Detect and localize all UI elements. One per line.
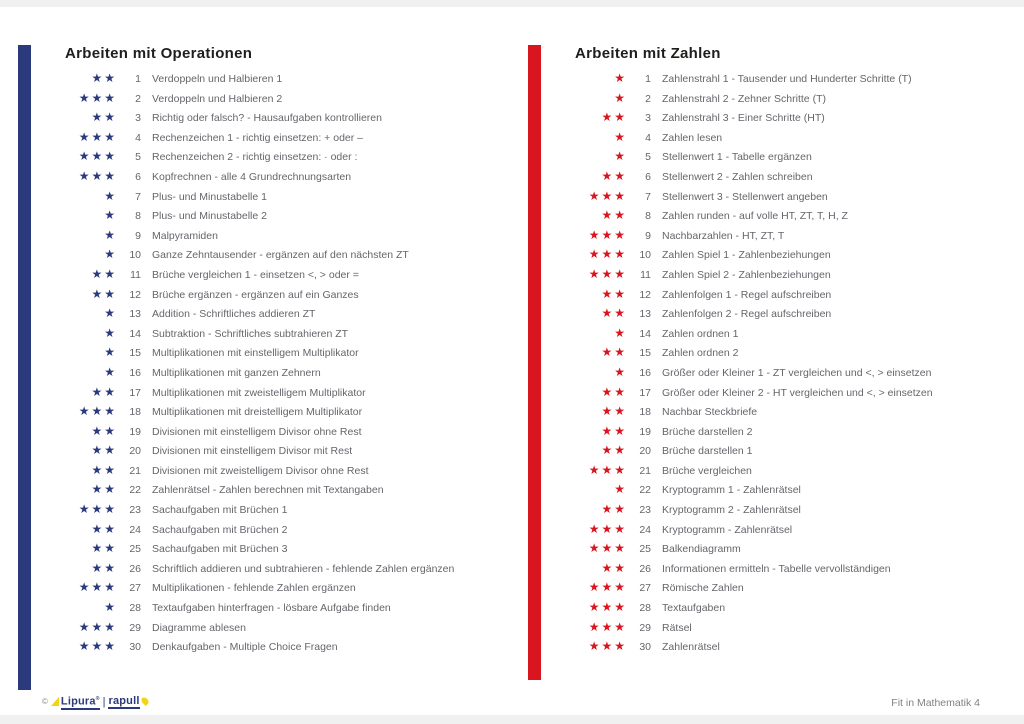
item-label: Divisionen mit zweistelligem Divisor ohne Rest [152, 464, 369, 477]
list-item [65, 190, 454, 210]
difficulty-stars: ★★ [601, 345, 627, 360]
list-item [65, 307, 454, 327]
item-label: Zahlenrätsel [662, 641, 720, 654]
difficulty-stars: ★★ [601, 560, 627, 575]
difficulty-stars: ★★★ [78, 639, 117, 654]
item-number: 28 [129, 602, 141, 615]
difficulty-stars: ★★★ [78, 619, 117, 634]
flame-logo-icon [140, 696, 150, 706]
item-label: Kryptogramm - Zahlenrätsel [662, 523, 793, 536]
list-item [65, 327, 454, 347]
difficulty-stars: ★★★ [78, 502, 117, 517]
difficulty-stars: ★★★ [588, 541, 627, 556]
difficulty-stars: ★★ [601, 110, 627, 125]
item-number: 7 [645, 190, 651, 203]
difficulty-stars: ★★ [601, 423, 627, 438]
difficulty-stars: ★ [614, 129, 627, 144]
list-item [575, 425, 933, 445]
difficulty-stars: ★ [614, 149, 627, 164]
list-item [575, 366, 933, 386]
list-item [575, 229, 933, 249]
worksheet-list-zahlen [575, 72, 933, 660]
item-number: 20 [129, 445, 141, 458]
triangle-logo-icon [51, 697, 59, 706]
list-item [575, 268, 933, 288]
item-label: Multiplikationen mit dreistelligem Multiplikator [152, 406, 363, 419]
difficulty-stars: ★★★ [588, 639, 627, 654]
item-number: 26 [639, 562, 651, 575]
item-number: 9 [135, 229, 141, 242]
item-label: Multiplikationen mit ganzen Zehnern [152, 366, 321, 379]
difficulty-stars: ★★ [91, 560, 117, 575]
item-number: 2 [135, 92, 141, 105]
item-label: Verdoppeln und Halbieren 1 [152, 73, 283, 85]
item-label: Brüche vergleichen [662, 464, 752, 477]
item-label: Zahlen ordnen 2 [662, 347, 739, 360]
list-item [575, 640, 933, 660]
item-number: 19 [639, 425, 651, 438]
list-item [575, 72, 933, 92]
item-number: 21 [129, 464, 141, 477]
difficulty-stars: ★★★ [78, 580, 117, 595]
list-item [575, 92, 933, 112]
item-label: Zahlenfolgen 1 - Regel aufschreiben [662, 288, 832, 301]
logo-separator: | [102, 696, 106, 708]
item-label: Multiplikationen mit einstelligem Multiplikator [152, 347, 359, 360]
list-item [575, 150, 933, 170]
item-label: Plus- und Minustabelle 2 [152, 210, 267, 223]
list-item [575, 307, 933, 327]
item-number: 13 [639, 308, 651, 321]
item-label: Sachaufgaben mit Brüchen 3 [152, 543, 288, 556]
item-number: 15 [639, 347, 651, 360]
difficulty-stars: ★★ [91, 71, 117, 85]
item-number: 9 [645, 229, 651, 242]
list-item [65, 621, 454, 641]
list-item [575, 209, 933, 229]
item-number: 8 [135, 210, 141, 223]
list-item [65, 503, 454, 523]
difficulty-stars: ★★★ [588, 580, 627, 595]
list-item [65, 366, 454, 386]
item-label: Textaufgaben hinterfragen - lösbare Aufgabe finden [152, 602, 391, 615]
difficulty-stars: ★ [614, 90, 627, 105]
difficulty-stars: ★★★ [588, 227, 627, 242]
difficulty-stars: ★★ [91, 541, 117, 556]
difficulty-stars: ★★ [601, 384, 627, 399]
item-label: Zahlenstrahl 2 - Zehner Schritte (T) [662, 92, 826, 105]
difficulty-stars: ★ [104, 208, 117, 223]
item-number: 16 [639, 366, 651, 379]
item-number: 15 [129, 347, 141, 360]
item-number: 13 [129, 308, 141, 321]
item-number: 18 [639, 406, 651, 419]
list-item [575, 346, 933, 366]
list-item [575, 386, 933, 406]
difficulty-stars: ★★★ [78, 168, 117, 183]
item-label: Brüche vergleichen 1 - einsetzen <, > oder = [152, 268, 359, 281]
list-item [65, 601, 454, 621]
brand-rapull: rapull [108, 694, 140, 707]
difficulty-stars: ★★ [601, 168, 627, 183]
list-item [65, 464, 454, 484]
list-item [575, 405, 933, 425]
difficulty-stars: ★★ [91, 521, 117, 536]
difficulty-stars: ★★★ [588, 600, 627, 615]
difficulty-stars: ★ [104, 364, 117, 379]
item-number: 25 [129, 543, 141, 556]
item-number: 16 [129, 366, 141, 379]
item-label: Römische Zahlen [662, 582, 744, 595]
difficulty-stars: ★★★ [588, 462, 627, 477]
red-accent-bar [528, 45, 541, 680]
item-label: Nachbar Steckbriefe [662, 406, 758, 419]
item-label: Brüche darstellen 2 [662, 425, 753, 438]
list-item [65, 562, 454, 582]
difficulty-stars: ★★★ [588, 521, 627, 536]
item-label: Multiplikationen mit zweistelligem Multiplikator [152, 386, 366, 399]
difficulty-stars: ★★★ [78, 129, 117, 144]
column-zahlen [528, 45, 933, 660]
item-number: 26 [129, 562, 141, 575]
difficulty-stars: ★★ [91, 266, 117, 281]
list-item [575, 190, 933, 210]
difficulty-stars: ★ [104, 306, 117, 321]
difficulty-stars: ★★ [91, 110, 117, 125]
difficulty-stars: ★ [614, 71, 627, 85]
item-label: Zahlenstrahl 1 - Tausender und Hunderter Schritte (T) [662, 73, 912, 85]
list-item [65, 425, 454, 445]
item-label: Rätsel [662, 621, 692, 634]
item-label: Balkendiagramm [662, 543, 741, 556]
column-operationen [18, 45, 454, 660]
blue-accent-bar [18, 45, 31, 690]
item-number: 22 [129, 484, 141, 497]
item-label: Größer oder Kleiner 2 - HT vergleichen und <, > einsetzen [662, 386, 933, 399]
item-number: 5 [135, 151, 141, 164]
page-edge-bottom [0, 715, 1024, 724]
difficulty-stars: ★ [614, 364, 627, 379]
item-label: Rechenzeichen 1 - richtig einsetzen: + oder – [152, 131, 363, 144]
list-item [65, 150, 454, 170]
difficulty-stars: ★ [104, 325, 117, 340]
item-number: 24 [639, 523, 651, 536]
item-number: 19 [129, 425, 141, 438]
item-label: Subtraktion - Schriftliches subtrahieren ZT [152, 327, 349, 340]
item-number: 10 [129, 249, 141, 262]
item-label: Verdoppeln und Halbieren 2 [152, 92, 283, 105]
difficulty-stars: ★ [104, 600, 117, 615]
difficulty-stars: ★★★ [588, 266, 627, 281]
item-label: Größer oder Kleiner 1 - ZT vergleichen und <, > einsetzen [662, 366, 932, 379]
item-number: 20 [639, 445, 651, 458]
difficulty-stars: ★★★ [78, 149, 117, 164]
difficulty-stars: ★★ [91, 423, 117, 438]
list-item [65, 483, 454, 503]
item-label: Zahlen lesen [662, 131, 723, 144]
item-number: 2 [645, 92, 651, 105]
item-label: Brüche ergänzen - ergänzen auf ein Ganzes [152, 288, 359, 301]
list-item [65, 209, 454, 229]
item-number: 29 [639, 621, 651, 634]
list-item [575, 111, 933, 131]
item-number: 14 [129, 327, 141, 340]
item-label: Zahlenstrahl 3 - Einer Schritte (HT) [662, 112, 825, 125]
item-number: 30 [129, 641, 141, 654]
item-label: Sachaufgaben mit Brüchen 1 [152, 504, 288, 517]
difficulty-stars: ★ [614, 482, 627, 497]
list-item [65, 248, 454, 268]
worksheet-list-operationen [65, 72, 454, 660]
item-number: 28 [639, 602, 651, 615]
difficulty-stars: ★ [104, 227, 117, 242]
item-number: 11 [130, 268, 141, 281]
list-item [65, 131, 454, 151]
item-label: Addition - Schriftliches addieren ZT [152, 308, 316, 321]
list-item [575, 464, 933, 484]
item-label: Zahlen ordnen 1 [662, 327, 739, 340]
list-item [65, 92, 454, 112]
item-label: Zahlen Spiel 1 - Zahlenbeziehungen [662, 249, 831, 262]
item-number: 3 [645, 112, 651, 125]
item-label: Zahlenfolgen 2 - Regel aufschreiben [662, 308, 832, 321]
item-number: 23 [129, 504, 141, 517]
item-number: 30 [639, 641, 651, 654]
item-label: Kopfrechnen - alle 4 Grundrechnungsarten [152, 170, 352, 183]
list-item [65, 268, 454, 288]
list-item [65, 542, 454, 562]
difficulty-stars: ★★ [91, 482, 117, 497]
list-item [575, 444, 933, 464]
item-label: Multiplikationen - fehlende Zahlen ergänzen [152, 582, 356, 595]
item-label: Diagramme ablesen [152, 621, 246, 634]
list-item [65, 405, 454, 425]
difficulty-stars: ★★★ [78, 90, 117, 105]
list-item [575, 131, 933, 151]
list-item [65, 386, 454, 406]
list-item [575, 523, 933, 543]
item-label: Schriftlich addieren und subtrahieren - fehlende Zahlen ergänzen [152, 562, 455, 575]
difficulty-stars: ★ [104, 247, 117, 262]
item-number: 12 [639, 288, 651, 301]
item-number: 21 [639, 464, 651, 477]
difficulty-stars: ★ [614, 325, 627, 340]
list-item [575, 621, 933, 641]
list-item [575, 562, 933, 582]
item-number: 27 [129, 582, 141, 595]
difficulty-stars: ★★ [601, 404, 627, 419]
list-item [575, 327, 933, 347]
difficulty-stars: ★★★ [78, 404, 117, 419]
item-number: 14 [639, 327, 651, 340]
difficulty-stars: ★★ [91, 384, 117, 399]
item-label: Malpyramiden [152, 229, 218, 242]
list-item [65, 444, 454, 464]
item-number: 3 [135, 112, 141, 125]
item-number: 8 [645, 210, 651, 223]
item-number: 6 [645, 170, 651, 183]
item-label: Rechenzeichen 2 - richtig einsetzen: · oder : [152, 151, 358, 164]
difficulty-stars: ★★ [601, 502, 627, 517]
page-edge-top [0, 0, 1024, 7]
item-label: Zahlenrätsel - Zahlen berechnen mit Textangaben [152, 484, 384, 497]
item-label: Sachaufgaben mit Brüchen 2 [152, 523, 288, 536]
list-item [65, 640, 454, 660]
item-label: Zahlen Spiel 2 - Zahlenbeziehungen [662, 268, 831, 281]
copyright-icon: © [42, 697, 48, 706]
item-label: Nachbarzahlen - HT, ZT, T [662, 229, 785, 242]
list-item [65, 111, 454, 131]
difficulty-stars: ★ [104, 188, 117, 203]
item-number: 17 [129, 386, 141, 399]
item-number: 11 [640, 268, 651, 281]
item-number: 6 [135, 170, 141, 183]
list-item [575, 581, 933, 601]
series-title: Fit in Mathematik 4 [891, 697, 980, 709]
list-item [575, 503, 933, 523]
column-title-operationen: Arbeiten mit Operationen [65, 45, 253, 62]
difficulty-stars: ★★ [91, 462, 117, 477]
item-label: Divisionen mit einstelligem Divisor ohne Rest [152, 425, 362, 438]
item-number: 1 [645, 73, 651, 85]
item-number: 10 [639, 249, 651, 262]
item-label: Textaufgaben [662, 602, 726, 615]
item-number: 17 [639, 386, 651, 399]
difficulty-stars: ★★★ [588, 619, 627, 634]
difficulty-stars: ★★ [601, 208, 627, 223]
item-number: 27 [639, 582, 651, 595]
list-item [65, 288, 454, 308]
item-number: 29 [129, 621, 141, 634]
publisher-logo [42, 694, 148, 710]
item-label: Kryptogramm 2 - Zahlenrätsel [662, 504, 801, 517]
list-item [575, 170, 933, 190]
item-label: Zahlen runden - auf volle HT, ZT, T, H, Z [662, 210, 848, 223]
item-number: 23 [639, 504, 651, 517]
item-number: 22 [639, 484, 651, 497]
list-item [575, 248, 933, 268]
item-label: Stellenwert 2 - Zahlen schreiben [662, 170, 813, 183]
item-label: Stellenwert 1 - Tabelle ergänzen [662, 151, 812, 164]
list-item [65, 229, 454, 249]
list-item [575, 288, 933, 308]
list-item [575, 601, 933, 621]
list-item [65, 346, 454, 366]
item-number: 4 [645, 131, 651, 144]
difficulty-stars: ★★★ [588, 188, 627, 203]
difficulty-stars: ★★ [601, 306, 627, 321]
column-title-zahlen: Arbeiten mit Zahlen [575, 45, 721, 62]
item-label: Brüche darstellen 1 [662, 445, 753, 458]
difficulty-stars: ★★★ [588, 247, 627, 262]
list-item [575, 483, 933, 503]
difficulty-stars: ★ [104, 345, 117, 360]
difficulty-stars: ★★ [601, 443, 627, 458]
item-label: Kryptogramm 1 - Zahlenrätsel [662, 484, 801, 497]
item-label: Informationen ermitteln - Tabelle vervollständigen [662, 562, 891, 575]
item-label: Divisionen mit einstelligem Divisor mit Rest [152, 445, 353, 458]
item-number: 18 [129, 406, 141, 419]
item-number: 7 [135, 190, 141, 203]
item-label: Stellenwert 3 - Stellenwert angeben [662, 190, 828, 203]
item-number: 5 [645, 151, 651, 164]
registered-mark: ® [95, 696, 100, 703]
item-label: Richtig oder falsch? - Hausaufgaben kontrollieren [152, 112, 382, 125]
item-number: 25 [639, 543, 651, 556]
difficulty-stars: ★★ [91, 286, 117, 301]
item-label: Denkaufgaben - Multiple Choice Fragen [152, 641, 338, 654]
item-label: Ganze Zehntausender - ergänzen auf den nächsten ZT [152, 249, 409, 262]
brand-lipura: Lipura® [60, 695, 100, 708]
list-item [575, 542, 933, 562]
item-number: 4 [135, 131, 141, 144]
item-label: Plus- und Minustabelle 1 [152, 190, 267, 203]
difficulty-stars: ★★ [91, 443, 117, 458]
list-item [65, 523, 454, 543]
item-number: 12 [129, 288, 141, 301]
item-number: 1 [135, 73, 141, 85]
item-number: 24 [129, 523, 141, 536]
list-item [65, 72, 454, 92]
list-item [65, 581, 454, 601]
list-item [65, 170, 454, 190]
difficulty-stars: ★★ [601, 286, 627, 301]
